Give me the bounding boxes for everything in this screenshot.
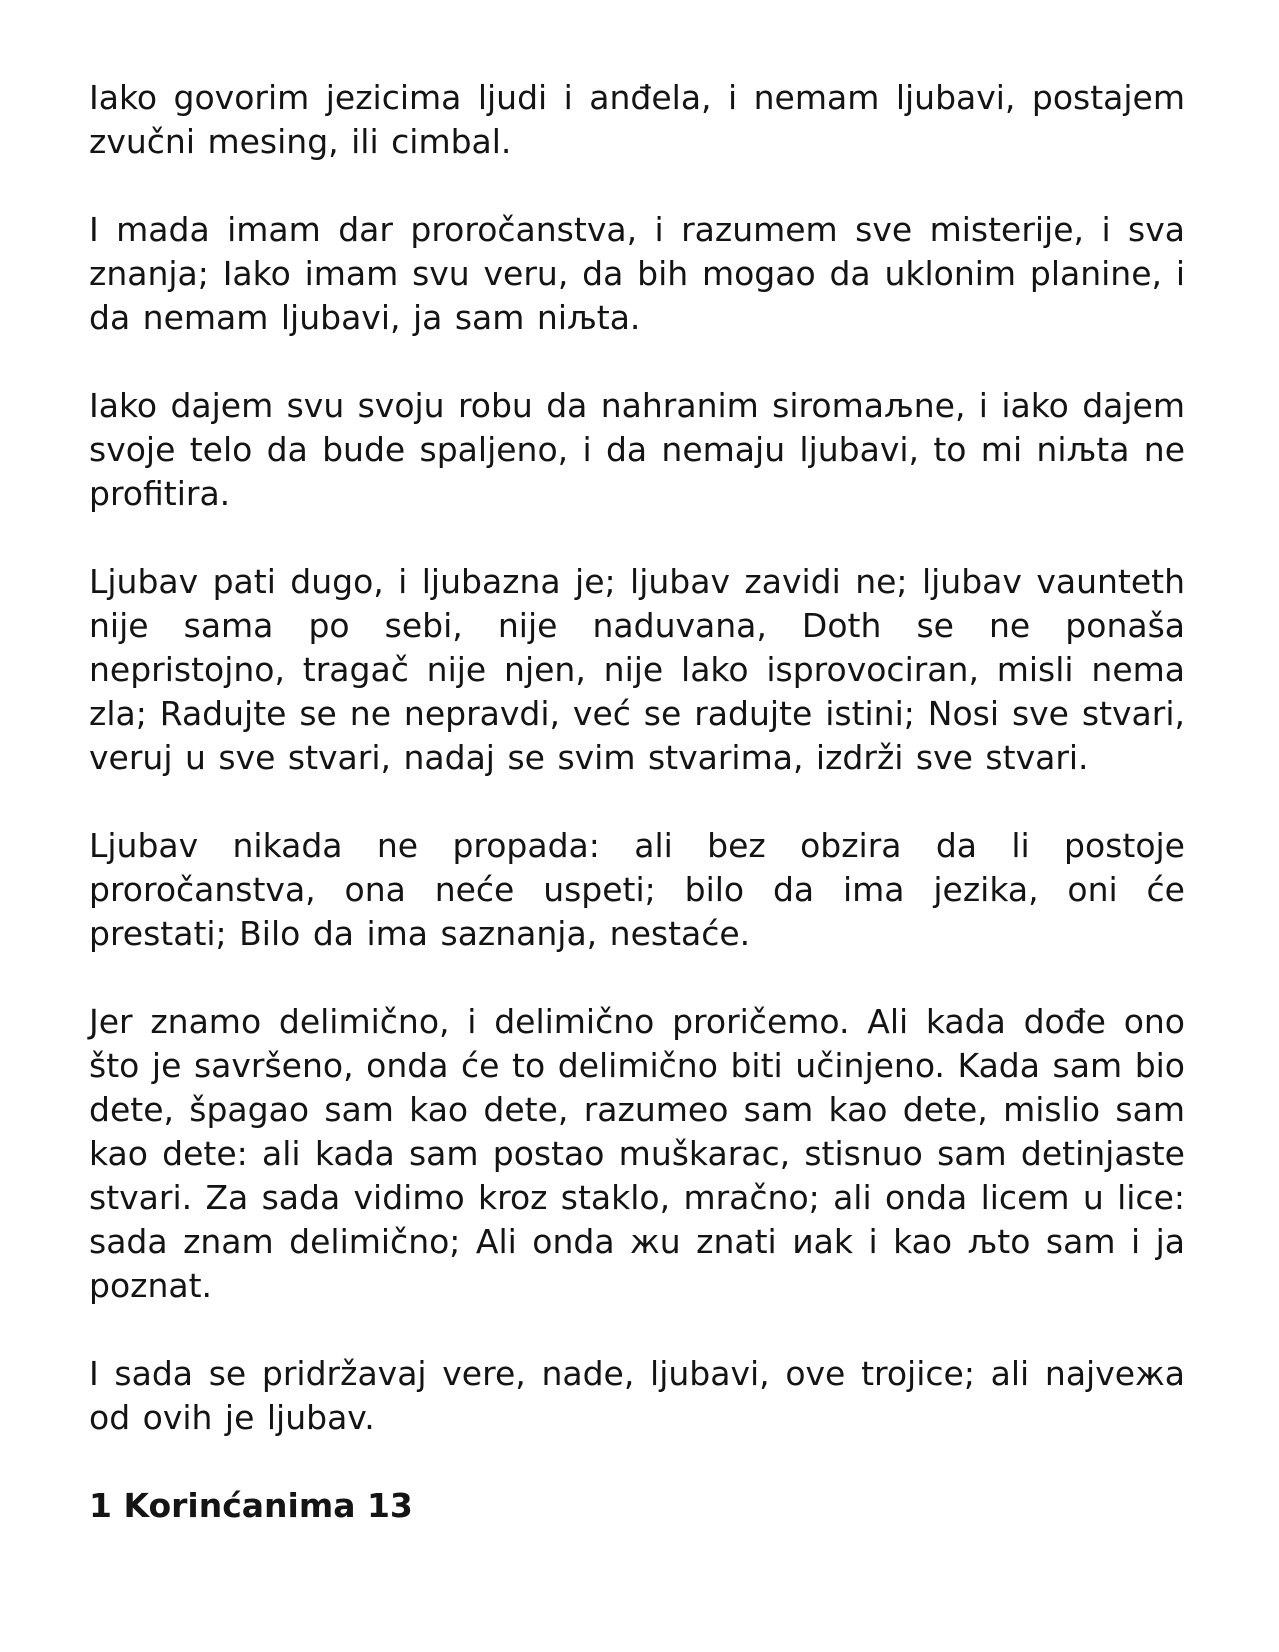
paragraph-5: Ljubav nikada ne propada: ali bez obzira da li postoje proročanstva, ona neće uspeti; bilo da ima jezika, oni će prestati; Bilo da ima saznanja, nestaće. xyxy=(89,826,1185,953)
paragraph-7: I sada se pridržavaj vere, nade, ljubavi, ove trojice; ali najveжa od ovih je ljubav. xyxy=(89,1354,1185,1437)
paragraph-2: I mada imam dar proročanstva, i razumem sve misterije, i sva znanja; Iako imam svu veru, da bih mogao da uklonim planine, i da nemam ljubavi, ja sam niљta. xyxy=(89,210,1185,337)
paragraph-6: Jer znamo delimično, i delimično proričemo. Ali kada dođe ono što je savršeno, onda će to delimično biti učinjeno. Kada sam bio dete, špagao sam kao dete, razumeo sam kao dete, mislio sam kao dete: ali kada sam postao muškarac, stisnuo sam detinjaste stvari. Za sada vidimo kroz staklo, mračno; ali onda licem u lice: sada znam delimično; Ali onda жu znati иak i kao љto sam i ja poznat. xyxy=(89,1002,1185,1305)
paragraph-3: Iako dajem svu svoju robu da nahranim siromaљne, i iako dajem svoje telo da bude spaljeno, i da nemaju ljubavi, to mi niљta ne profitira. xyxy=(89,386,1185,513)
paragraph-1: Iako govorim jezicima ljudi i anđela, i nemam ljubavi, postajem zvučni mesing, ili cimbal. xyxy=(89,78,1185,161)
scripture-reference: 1 Korinćanima 13 xyxy=(89,1486,413,1525)
paragraph-4: Ljubav pati dugo, i ljubazna je; ljubav zavidi ne; ljubav vaunteth nije sama po sebi, nije naduvana, Doth se ne ponaša nepristojno, tragač nije njen, nije lako isprovociran, misli nema zla; Radujte se ne nepravdi, već se radujte istini; Nosi sve stvari, veruj u sve stvari, nadaj se svim stvarima, izdrži sve stvari. xyxy=(89,562,1185,777)
document-page xyxy=(89,76,1185,1528)
